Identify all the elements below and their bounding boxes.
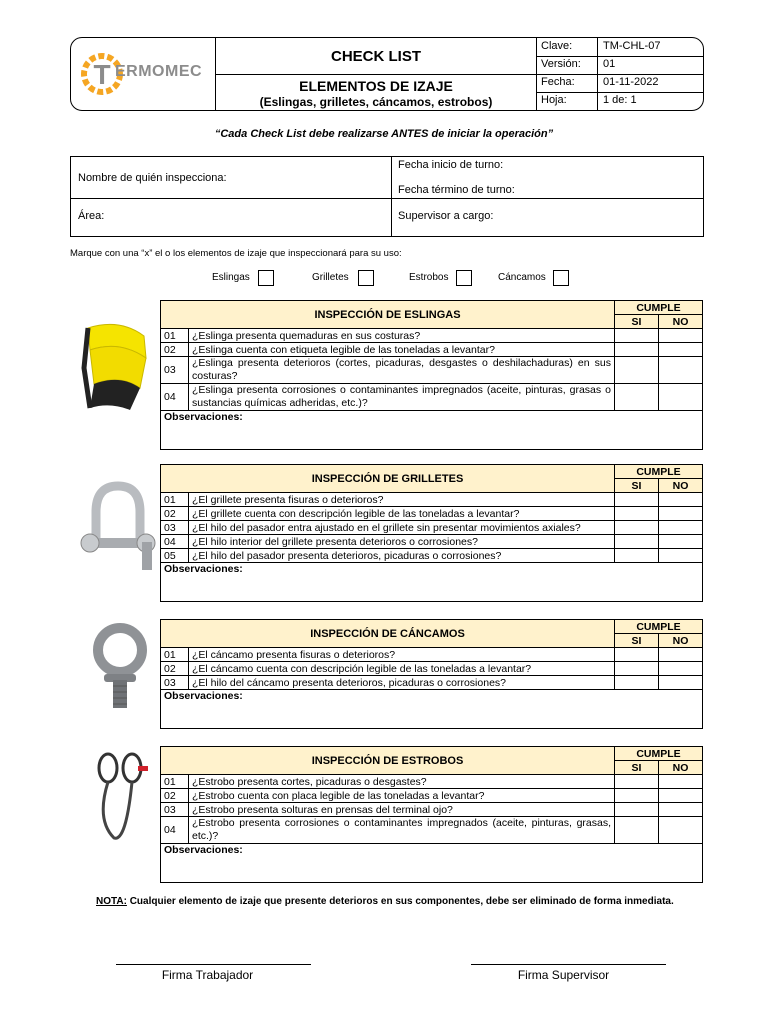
section-title: INSPECCIÓN DE ESTROBOS	[161, 747, 615, 775]
row-question: ¿El hilo del pasador entra ajustado en el grillete sin presentar movimientos axiales?	[189, 521, 615, 535]
doc-title: CHECK LIST	[216, 38, 537, 75]
si-cell[interactable]	[615, 775, 659, 789]
meta-key: Fecha:	[541, 76, 575, 88]
meta-key: Versión:	[541, 58, 581, 70]
row-question: ¿El cáncamo cuenta con descripción legible de las toneladas a levantar?	[189, 662, 615, 676]
si-cell[interactable]	[615, 549, 659, 563]
note	[96, 896, 674, 907]
meta-row-hoja	[537, 92, 703, 110]
no-cell[interactable]	[659, 507, 703, 521]
si-cell[interactable]	[615, 789, 659, 803]
end-shift-label: Fecha término de turno:	[398, 184, 515, 196]
meta-value: 01	[603, 58, 616, 70]
meta-value: 1 de: 1	[603, 94, 637, 106]
row-number: 03	[161, 357, 189, 384]
section-title: INSPECCIÓN DE CÁNCAMOS	[161, 620, 615, 648]
notice-text: “Cada Check List debe realizarse ANTES de iniciar la operación”	[214, 128, 554, 140]
no-cell[interactable]	[659, 803, 703, 817]
row-number: 04	[161, 384, 189, 411]
table-eslingas	[160, 300, 703, 450]
table-row	[161, 549, 703, 563]
no-cell[interactable]	[659, 329, 703, 343]
row-number: 03	[161, 676, 189, 690]
si-cell[interactable]	[615, 329, 659, 343]
checkbox-grilletes[interactable]	[358, 270, 374, 286]
document-header	[70, 37, 704, 111]
row-question: ¿El grillete cuenta con descripción legible de las toneladas a levantar?	[189, 507, 615, 521]
si-cell[interactable]	[615, 648, 659, 662]
no-cell[interactable]	[659, 384, 703, 411]
no-cell[interactable]	[659, 817, 703, 844]
eyebolt-image	[90, 622, 150, 710]
table-row	[161, 662, 703, 676]
row-question: ¿Estrobo cuenta con placa legible de las toneladas a levantar?	[189, 789, 615, 803]
company-logo	[71, 38, 216, 110]
table-row	[161, 676, 703, 690]
si-cell[interactable]	[615, 817, 659, 844]
no-cell[interactable]	[659, 521, 703, 535]
si-cell[interactable]	[615, 676, 659, 690]
table-row	[161, 521, 703, 535]
option-label-grilletes: Grilletes	[312, 272, 349, 283]
no-cell[interactable]	[659, 343, 703, 357]
row-number: 05	[161, 549, 189, 563]
meta-row-version	[537, 56, 703, 75]
table-grilletes	[160, 464, 703, 602]
doc-subtitle-detail: (Eslingas, grilletes, cáncamos, estrobos)	[259, 95, 493, 109]
no-header: NO	[659, 479, 703, 493]
row-question: ¿Estrobo presenta solturas en prensas del terminal ojo?	[189, 803, 615, 817]
logo-letter: T	[93, 59, 111, 90]
supervisor-label: Supervisor a cargo:	[398, 210, 494, 222]
no-cell[interactable]	[659, 676, 703, 690]
si-header: SI	[615, 634, 659, 648]
row-number: 04	[161, 535, 189, 549]
si-cell[interactable]	[615, 493, 659, 507]
option-label-cancamos: Cáncamos	[498, 272, 546, 283]
row-number: 01	[161, 775, 189, 789]
signature-label-supervisor: Firma Supervisor	[517, 968, 610, 982]
row-question: ¿Eslinga presenta corrosiones o contaminantes impregnados (aceite, pinturas, grasas o sustancias químicas adheridas, etc.)?	[189, 384, 615, 411]
info-box	[70, 156, 704, 237]
meta-value: TM-CHL-07	[603, 40, 661, 52]
cumple-header: CUMPLE	[615, 747, 703, 761]
table-cancamos	[160, 619, 703, 729]
signature-line-supervisor[interactable]	[471, 964, 666, 965]
row-question: ¿Eslinga cuenta con etiqueta legible de las toneladas a levantar?	[189, 343, 615, 357]
inspector-label: Nombre de quién inspecciona:	[78, 172, 227, 184]
checkbox-cancamos[interactable]	[553, 270, 569, 286]
observations-field[interactable]: Observaciones:	[161, 844, 703, 883]
table-row	[161, 493, 703, 507]
row-number: 03	[161, 803, 189, 817]
signature-line-worker[interactable]	[116, 964, 311, 965]
table-row	[161, 329, 703, 343]
si-cell[interactable]	[615, 507, 659, 521]
observations-field[interactable]: Observaciones:	[161, 411, 703, 450]
option-label-estrobos: Estrobos	[409, 272, 449, 283]
start-shift-label: Fecha inicio de turno:	[398, 159, 504, 171]
doc-subtitle-block	[216, 75, 537, 110]
row-number: 01	[161, 329, 189, 343]
instruction-text: Marque con una “x” el o los elementos de izaje que inspeccionará para su uso:	[70, 248, 402, 259]
signature-label-worker: Firma Trabajador	[161, 968, 254, 982]
table-row	[161, 343, 703, 357]
no-cell[interactable]	[659, 549, 703, 563]
table-row	[161, 648, 703, 662]
no-header: NO	[659, 315, 703, 329]
cumple-header: CUMPLE	[615, 465, 703, 479]
table-row	[161, 803, 703, 817]
row-number: 01	[161, 648, 189, 662]
wire-rope-image	[92, 750, 160, 842]
row-number: 02	[161, 343, 189, 357]
no-header: NO	[659, 761, 703, 775]
meta-value: 01-11-2022	[603, 76, 659, 88]
row-number: 02	[161, 507, 189, 521]
note-label: NOTA:	[96, 896, 127, 907]
row-question: ¿Estrobo presenta corrosiones o contaminantes impregnados (aceite, pinturas, grasas, etc.)?	[189, 817, 615, 844]
sling-image	[80, 318, 155, 416]
no-cell[interactable]	[659, 535, 703, 549]
no-header: NO	[659, 634, 703, 648]
row-question: ¿El hilo del pasador presenta deterioros, picaduras o corrosiones?	[189, 549, 615, 563]
row-question: ¿El grillete presenta fisuras o deterioros?	[189, 493, 615, 507]
note-text: Cualquier elemento de izaje que presente deterioros en sus componentes, debe ser eliminado de forma inmediata.	[126, 896, 674, 907]
si-cell[interactable]	[615, 662, 659, 676]
table-row	[161, 384, 703, 411]
cumple-header: CUMPLE	[615, 301, 703, 315]
row-question: ¿El cáncamo presenta fisuras o deterioros?	[189, 648, 615, 662]
table-estrobos	[160, 746, 703, 883]
area-label: Área:	[78, 210, 105, 222]
checkbox-eslingas[interactable]	[258, 270, 274, 286]
observations-field[interactable]: Observaciones:	[161, 690, 703, 729]
doc-subtitle: ELEMENTOS DE IZAJE	[299, 78, 453, 94]
si-header: SI	[615, 315, 659, 329]
si-cell[interactable]	[615, 384, 659, 411]
table-row	[161, 817, 703, 844]
shackle-image	[78, 480, 158, 578]
no-cell[interactable]	[659, 789, 703, 803]
checkbox-estrobos[interactable]	[456, 270, 472, 286]
meta-key: Clave:	[541, 40, 573, 52]
si-cell[interactable]	[615, 357, 659, 384]
table-row	[161, 775, 703, 789]
row-question: ¿Estrobo presenta cortes, picaduras o desgastes?	[189, 775, 615, 789]
row-number: 01	[161, 493, 189, 507]
table-row	[161, 507, 703, 521]
meta-row-fecha	[537, 74, 703, 93]
option-label-eslingas: Eslingas	[212, 272, 250, 283]
row-number: 02	[161, 662, 189, 676]
no-cell[interactable]	[659, 648, 703, 662]
no-cell[interactable]	[659, 493, 703, 507]
row-question: ¿El hilo del cáncamo presenta deterioros, picaduras o corrosiones?	[189, 676, 615, 690]
no-cell[interactable]	[659, 357, 703, 384]
row-number: 02	[161, 789, 189, 803]
meta-row-clave	[537, 38, 703, 57]
row-number: 03	[161, 521, 189, 535]
no-cell[interactable]	[659, 662, 703, 676]
meta-key: Hoja:	[541, 94, 567, 106]
row-number: 04	[161, 817, 189, 844]
no-cell[interactable]	[659, 775, 703, 789]
si-cell[interactable]	[615, 535, 659, 549]
logo-text: ERMOMEC	[115, 63, 203, 80]
section-title: INSPECCIÓN DE ESLINGAS	[161, 301, 615, 329]
row-question: ¿El hilo interior del grillete presenta deterioros o corrosiones?	[189, 535, 615, 549]
row-question: ¿Eslinga presenta deterioros (cortes, picaduras, desgastes o deshilachaduras) en sus costuras?	[189, 357, 615, 384]
table-row	[161, 357, 703, 384]
si-cell[interactable]	[615, 803, 659, 817]
table-row	[161, 789, 703, 803]
cumple-header: CUMPLE	[615, 620, 703, 634]
row-question: ¿Eslinga presenta quemaduras en sus costuras?	[189, 329, 615, 343]
si-cell[interactable]	[615, 521, 659, 535]
observations-field[interactable]: Observaciones:	[161, 563, 703, 602]
si-cell[interactable]	[615, 343, 659, 357]
section-title: INSPECCIÓN DE GRILLETES	[161, 465, 615, 493]
si-header: SI	[615, 479, 659, 493]
table-row	[161, 535, 703, 549]
si-header: SI	[615, 761, 659, 775]
